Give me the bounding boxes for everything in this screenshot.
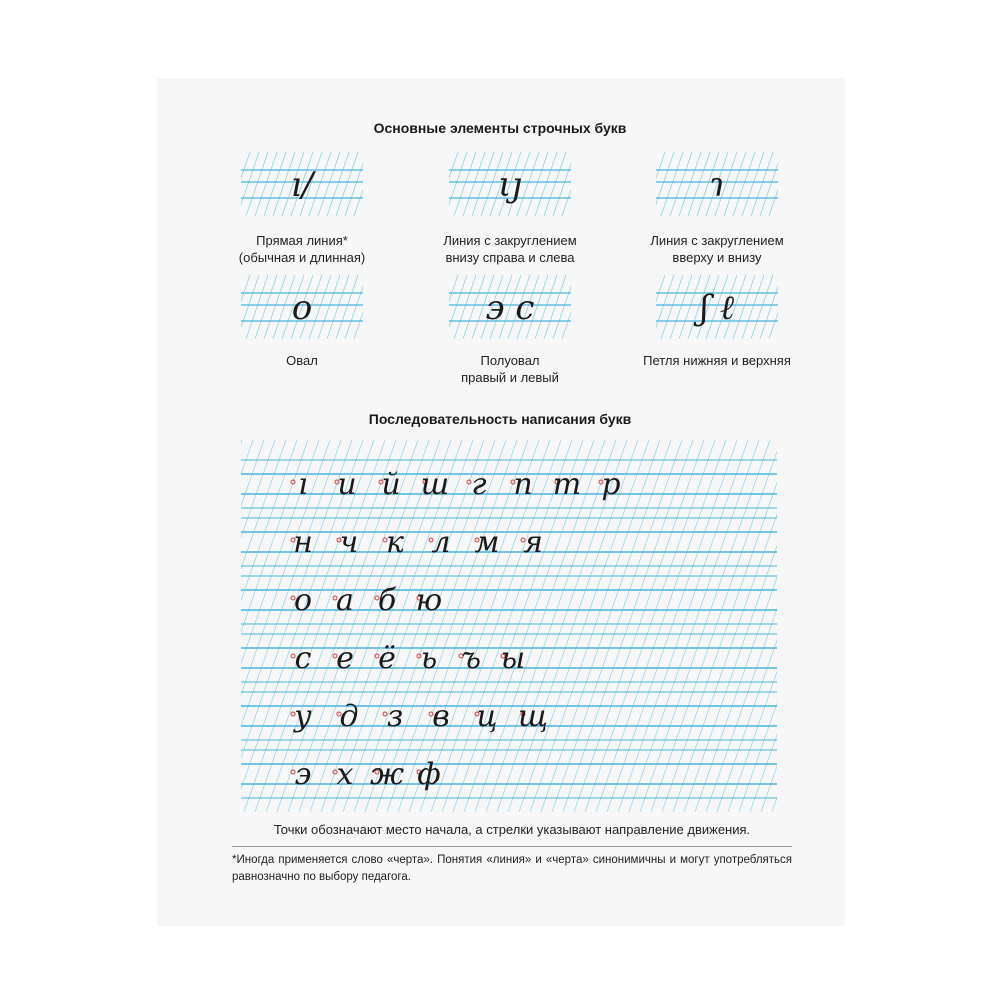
element-cell-half-oval bbox=[449, 275, 571, 339]
slant-line bbox=[246, 152, 268, 216]
practice-letter: ы bbox=[500, 641, 526, 676]
practice-letter: м bbox=[474, 525, 500, 560]
element-glyph: ı/ bbox=[290, 165, 314, 205]
element-cell-oval bbox=[241, 275, 363, 339]
practice-letter: ı bbox=[298, 467, 308, 502]
element-cell-straight bbox=[241, 152, 363, 216]
practice-letter: о bbox=[293, 583, 313, 618]
slant-line bbox=[345, 152, 363, 216]
slant-line bbox=[475, 440, 605, 812]
practice-letter: ш bbox=[420, 467, 450, 502]
slant-line bbox=[684, 440, 777, 812]
slant-line bbox=[562, 275, 571, 339]
element-cell-rounded-bottom bbox=[449, 152, 571, 216]
practice-letter: п bbox=[513, 467, 533, 502]
caption-half-oval: Полуовал правый и левый bbox=[461, 353, 559, 385]
slant-line bbox=[544, 275, 566, 339]
practice-letter: к bbox=[386, 525, 404, 560]
slant-line bbox=[656, 152, 665, 216]
element-glyph: o bbox=[291, 288, 313, 328]
slant-line bbox=[336, 152, 358, 216]
slant-line bbox=[241, 440, 341, 812]
practice-letter: ж bbox=[369, 757, 405, 792]
slant-line bbox=[264, 275, 286, 339]
slant-line bbox=[535, 275, 557, 339]
handwriting-practice-grid bbox=[241, 440, 777, 812]
practice-letter: ъ bbox=[461, 641, 481, 676]
caption-rounded-bottom: Линия с закруглением внизу справа и слева bbox=[443, 233, 577, 265]
slant-line bbox=[760, 275, 778, 339]
practice-letter: д bbox=[339, 699, 359, 734]
slant-line bbox=[255, 275, 277, 339]
footnote-divider bbox=[232, 846, 792, 847]
practice-letter: р bbox=[601, 467, 621, 502]
slant-line bbox=[535, 152, 557, 216]
slant-line bbox=[618, 440, 748, 812]
legend-note: Точки обозначают место начала, а стрелки указывают направление движения. bbox=[273, 822, 751, 837]
slant-line bbox=[640, 440, 770, 812]
slant-line bbox=[327, 275, 349, 339]
practice-letter: ю bbox=[415, 583, 443, 618]
slant-line bbox=[574, 440, 704, 812]
practice-letter: б bbox=[377, 583, 397, 618]
slant-line bbox=[769, 275, 778, 339]
slant-line bbox=[318, 275, 340, 339]
practice-letter: а bbox=[336, 583, 354, 618]
slant-line bbox=[742, 152, 764, 216]
practice-letter: я bbox=[523, 525, 543, 560]
slant-line bbox=[264, 152, 286, 216]
caption-straight: Прямая линия* (обычная и длинная) bbox=[238, 233, 366, 265]
slant-line bbox=[463, 275, 485, 339]
slant-line bbox=[761, 440, 777, 812]
slant-line bbox=[751, 152, 773, 216]
slant-line bbox=[318, 152, 340, 216]
slant-line bbox=[670, 275, 692, 339]
slant-line bbox=[449, 152, 458, 216]
slant-line bbox=[695, 440, 777, 812]
slant-line bbox=[656, 275, 665, 339]
practice-letter: у bbox=[294, 699, 312, 734]
slant-line bbox=[449, 275, 458, 339]
practice-letter: й bbox=[381, 467, 401, 502]
practice-letter: щ bbox=[517, 699, 549, 734]
slant-line bbox=[454, 152, 476, 216]
slant-line bbox=[656, 152, 674, 216]
slant-line bbox=[562, 152, 571, 216]
element-cell-rounded-top-bottom bbox=[656, 152, 778, 216]
slant-line bbox=[769, 152, 778, 216]
element-glyph: ʃ ℓ bbox=[699, 288, 735, 328]
slant-line bbox=[343, 440, 473, 812]
slant-line bbox=[750, 440, 777, 812]
slant-line bbox=[742, 275, 764, 339]
slant-line bbox=[553, 275, 571, 339]
slant-line bbox=[463, 152, 485, 216]
element-glyph: ɿ bbox=[709, 165, 725, 205]
slant-line bbox=[661, 152, 683, 216]
practice-letter: з bbox=[386, 699, 404, 734]
slant-line bbox=[519, 440, 649, 812]
section-title-sequence: Последовательность написания букв bbox=[368, 411, 632, 427]
slant-line bbox=[670, 152, 692, 216]
slant-line bbox=[651, 440, 777, 812]
slant-line bbox=[241, 440, 275, 812]
slant-line bbox=[472, 152, 494, 216]
practice-letter: ф bbox=[417, 757, 441, 792]
slant-line bbox=[354, 152, 363, 216]
slant-line bbox=[246, 275, 268, 339]
caption-oval: Овал bbox=[286, 353, 318, 368]
slant-line bbox=[309, 275, 331, 339]
slant-line bbox=[241, 152, 250, 216]
slant-line bbox=[679, 275, 701, 339]
slant-line bbox=[717, 440, 777, 812]
practice-letter: э bbox=[294, 757, 312, 792]
practice-letter: г bbox=[471, 467, 487, 502]
element-cell-loop bbox=[656, 275, 778, 339]
practice-letter: и bbox=[337, 467, 357, 502]
element-glyph: э с bbox=[485, 288, 535, 328]
slant-line bbox=[454, 275, 476, 339]
slant-line bbox=[751, 275, 773, 339]
slant-line bbox=[449, 275, 467, 339]
slant-line bbox=[526, 152, 548, 216]
slant-line bbox=[563, 440, 693, 812]
section-title-elements: Основные элементы строчных букв bbox=[373, 120, 627, 136]
practice-letter: в bbox=[432, 699, 450, 734]
caption-loop: Петля нижняя и верхняя bbox=[643, 353, 791, 368]
slant-line bbox=[345, 275, 363, 339]
slant-line bbox=[241, 152, 259, 216]
slant-line bbox=[629, 440, 759, 812]
practice-letter: ё bbox=[378, 641, 396, 676]
slant-line bbox=[336, 275, 358, 339]
slant-line bbox=[530, 440, 660, 812]
slant-line bbox=[733, 152, 755, 216]
slant-line bbox=[449, 152, 467, 216]
slant-line bbox=[255, 440, 385, 812]
slant-line bbox=[241, 275, 250, 339]
practice-letter: х bbox=[336, 757, 354, 792]
slant-line bbox=[553, 152, 571, 216]
slant-line bbox=[431, 440, 561, 812]
practice-letter: ь bbox=[420, 641, 438, 676]
slant-line bbox=[760, 152, 778, 216]
slant-line bbox=[688, 152, 710, 216]
practice-letter: т bbox=[552, 467, 582, 502]
practice-letter: е bbox=[336, 641, 354, 676]
slant-line bbox=[299, 440, 429, 812]
practice-letter: с bbox=[294, 641, 312, 676]
footnote: *Иногда применяется слово «черта». Понятия «линия» и «черта» синонимичны и могут употребляться равнозначно по выбору педагога. bbox=[232, 854, 792, 883]
slant-line bbox=[354, 275, 363, 339]
slant-line bbox=[661, 275, 683, 339]
practice-letter: ц bbox=[476, 699, 498, 734]
slant-line bbox=[387, 440, 517, 812]
slant-line bbox=[733, 275, 755, 339]
practice-letter: н bbox=[293, 525, 313, 560]
caption-rounded-top-bottom: Линия с закруглением вверху и внизу bbox=[650, 233, 784, 265]
slant-line bbox=[241, 275, 259, 339]
slant-line bbox=[544, 152, 566, 216]
slant-line bbox=[656, 275, 674, 339]
slant-line bbox=[607, 440, 737, 812]
element-glyph: ιȷ bbox=[498, 165, 522, 205]
slant-line bbox=[327, 152, 349, 216]
slant-line bbox=[679, 152, 701, 216]
slant-line bbox=[486, 440, 616, 812]
practice-letter: л bbox=[431, 525, 451, 560]
slant-line bbox=[255, 152, 277, 216]
practice-letter: ч bbox=[339, 525, 359, 560]
slant-line bbox=[724, 152, 746, 216]
slant-line bbox=[706, 440, 777, 812]
